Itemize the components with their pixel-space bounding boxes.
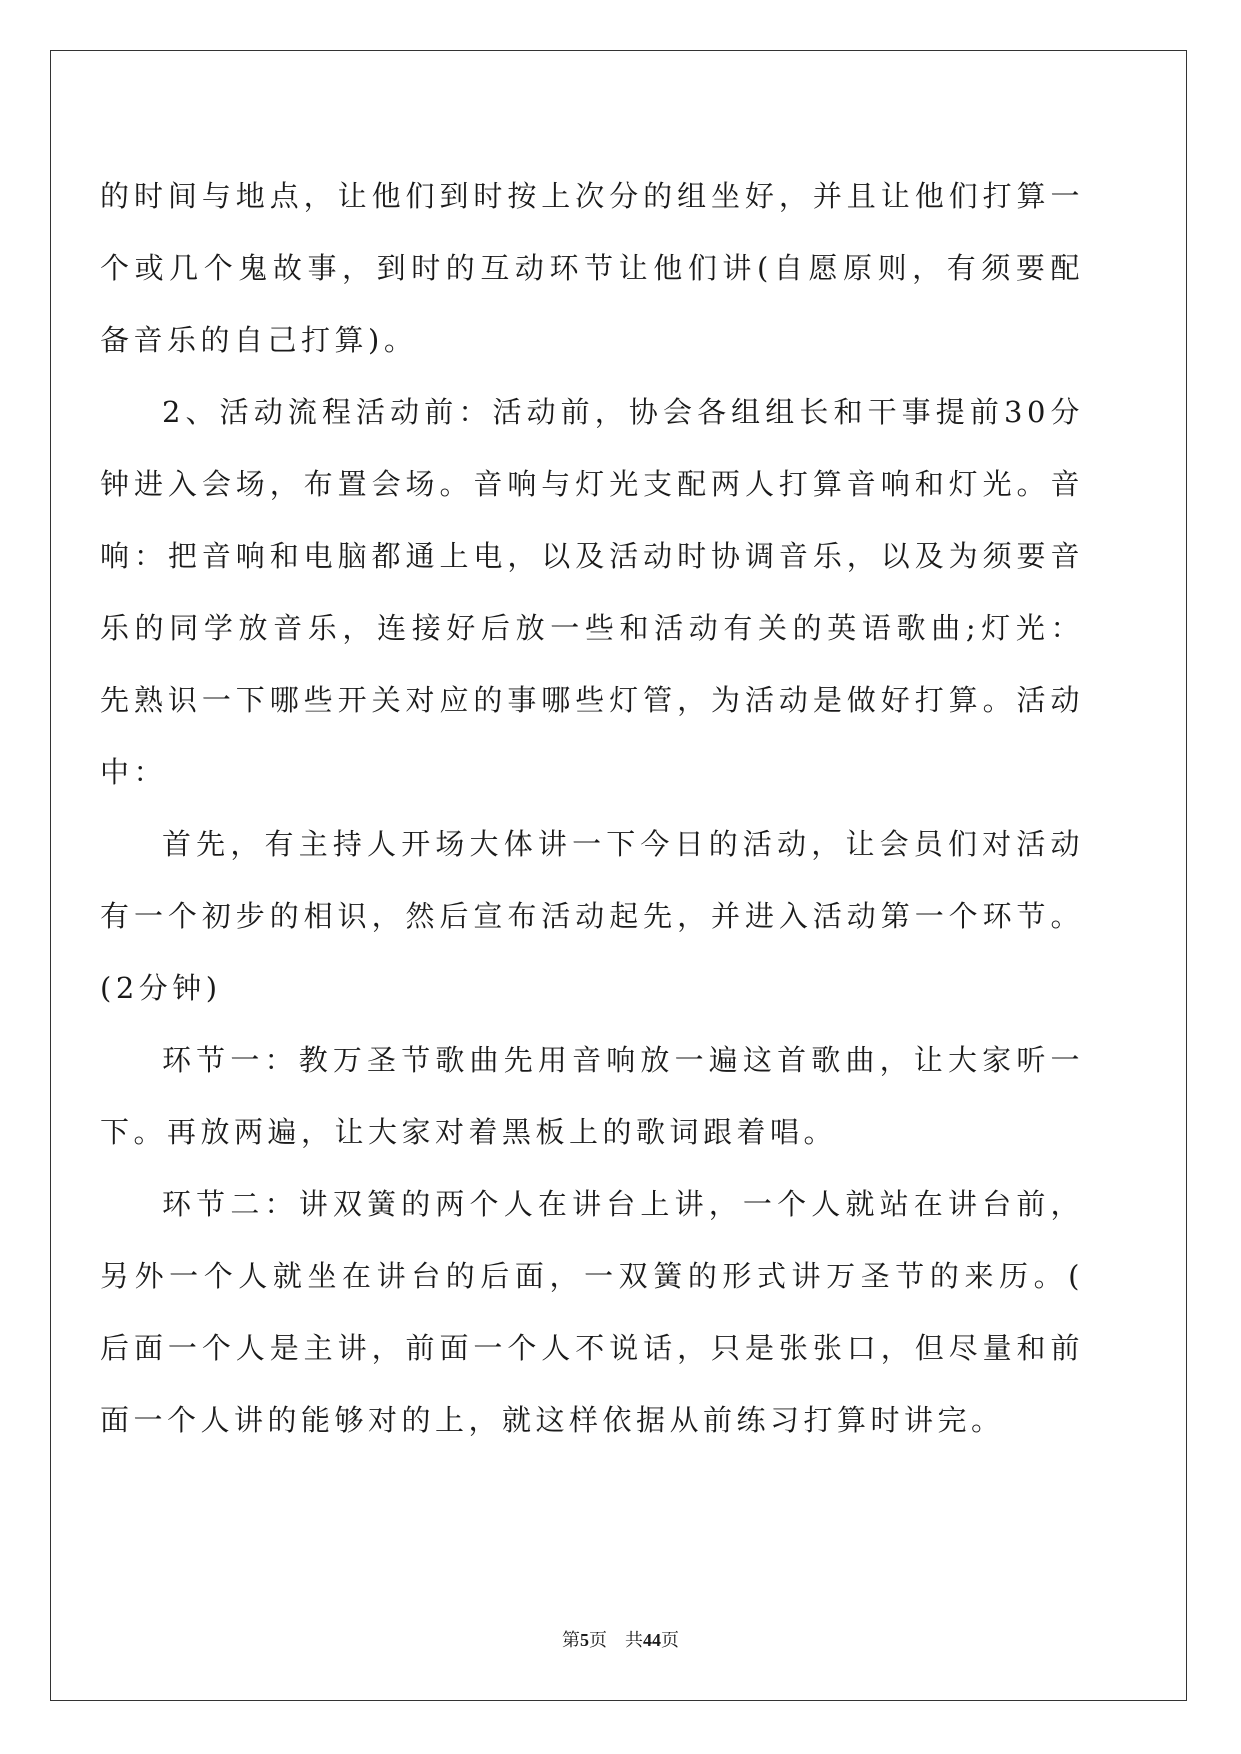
paragraph-4: 环节一：教万圣节歌曲先用音响放一遍这首歌曲，让大家听一下。再放两遍，让大家对着黑板上的歌词跟着唱。 <box>100 1043 1084 1149</box>
paragraph-3: 首先，有主持人开场大体讲一下今日的活动，让会员们对活动有一个初步的相识，然后宣布活动起先，并进入活动第一个环节。(2分钟) <box>100 827 1084 1005</box>
page-number: 5 <box>580 1630 589 1650</box>
paragraph-1: 的时间与地点，让他们到时按上次分的组坐好，并且让他们打算一个或几个鬼故事，到时的互动环节让他们讲(自愿原则，有须要配备音乐的自己打算)。 <box>100 179 1084 357</box>
page-prefix: 第 <box>562 1630 580 1650</box>
page-footer <box>0 1626 1241 1652</box>
total-prefix: 共 <box>625 1630 643 1650</box>
paragraph-2: 2、活动流程活动前：活动前，协会各组组长和干事提前30分钟进入会场，布置会场。音响与灯光支配两人打算音响和灯光。音响：把音响和电脑都通上电，以及活动时协调音乐，以及为须要音乐的同学放音乐，连接好后放一些和活动有关的英语歌曲;灯光：先熟识一下哪些开关对应的事哪些灯管，为活动是做好打算。活动中： <box>100 395 1084 789</box>
page-suffix: 页 <box>589 1630 607 1650</box>
total-pages: 44 <box>643 1630 661 1650</box>
paragraph-5: 环节二：讲双簧的两个人在讲台上讲，一个人就站在讲台前，另外一个人就坐在讲台的后面，一双簧的形式讲万圣节的来历。(后面一个人是主讲，前面一个人不说话，只是张张口，但尽量和前面一个人讲的能够对的上，就这样依据从前练习打算时讲完。 <box>100 1187 1084 1437</box>
document-body <box>100 160 1084 1456</box>
total-suffix: 页 <box>661 1630 679 1650</box>
